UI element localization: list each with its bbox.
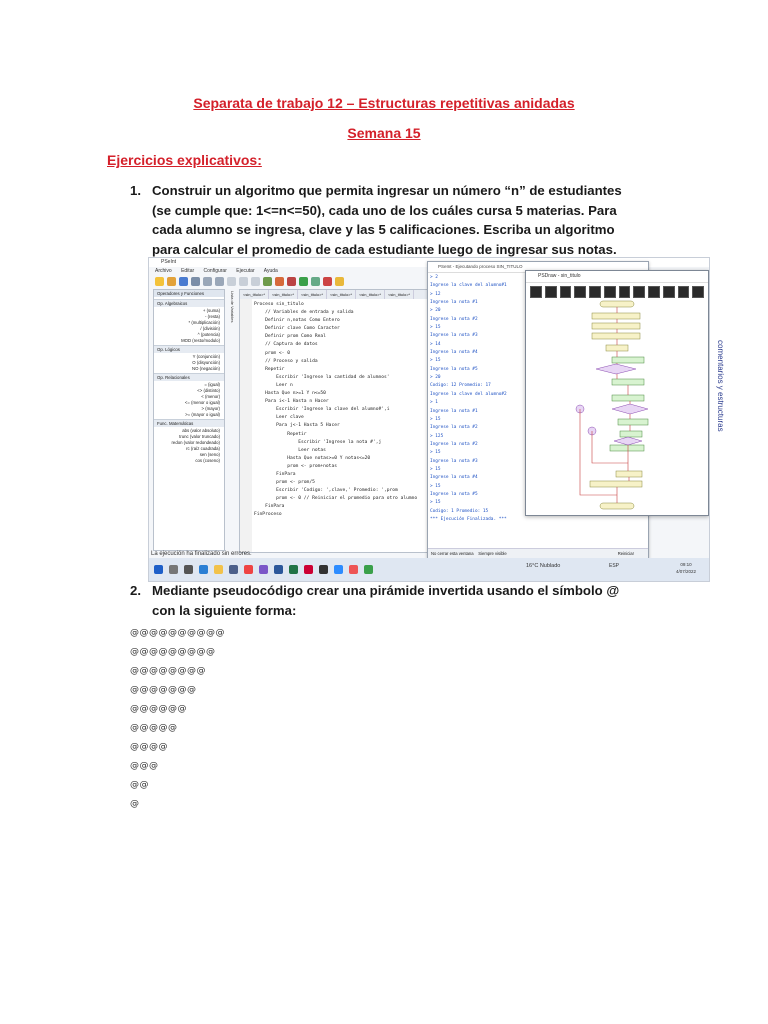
- psdraw-tool-icon[interactable]: [678, 286, 690, 298]
- flow-end: [600, 503, 634, 509]
- debug-icon[interactable]: [287, 277, 296, 286]
- op-item[interactable]: sen (seno): [199, 451, 220, 457]
- open-file-icon[interactable]: [167, 277, 176, 286]
- op-item[interactable]: redon (valor redondeado): [171, 439, 220, 445]
- op-item[interactable]: NO (negación): [192, 365, 220, 371]
- op-item[interactable]: Y (conjunción): [192, 353, 220, 359]
- folder-icon[interactable]: [214, 565, 223, 574]
- menu-editar[interactable]: Editar: [181, 268, 195, 274]
- psdraw-tool-icon[interactable]: [574, 286, 586, 298]
- flow-start: [600, 301, 634, 307]
- op-item[interactable]: = (igual): [204, 381, 220, 387]
- editor-tab[interactable]: <sin_titulo>*: [356, 290, 385, 299]
- op-item[interactable]: rc (raíz cuadrada): [186, 445, 220, 451]
- excel-icon[interactable]: [289, 565, 298, 574]
- psdraw-window: [525, 270, 709, 516]
- store-icon[interactable]: [229, 565, 238, 574]
- weather-widget[interactable]: 16°C Nublado: [526, 563, 561, 569]
- ops-group-relational[interactable]: Op. Relacionales: [154, 373, 224, 381]
- always-visible-checkbox[interactable]: Siempre visible: [478, 551, 507, 556]
- pyramid-row: @@@@@@@: [130, 685, 197, 695]
- pyramid-row: @@@@: [130, 742, 168, 752]
- copy-icon[interactable]: [239, 277, 248, 286]
- ide-title: PSeInt: [149, 258, 709, 267]
- line-gutter: [240, 299, 252, 552]
- new-file-icon[interactable]: [155, 277, 164, 286]
- restart-button[interactable]: Reiniciar: [617, 551, 634, 556]
- op-item[interactable]: <> (distinto): [197, 387, 220, 393]
- section-heading: Ejercicios explicativos:: [107, 152, 262, 168]
- psdraw-tool-icon[interactable]: [545, 286, 557, 298]
- psdraw-title: PSDraw - sin_titulo: [526, 271, 708, 283]
- language-indicator[interactable]: ESP: [609, 563, 620, 569]
- editor-tab[interactable]: <sin_titulo>*: [298, 290, 327, 299]
- windows-taskbar: [149, 558, 709, 581]
- ops-group-logical[interactable]: Op. Lógicos: [154, 345, 224, 353]
- zoom-icon[interactable]: [334, 565, 343, 574]
- chrome-icon[interactable]: [244, 565, 253, 574]
- op-item[interactable]: * (multiplicación): [188, 319, 220, 325]
- flow-define: [592, 333, 640, 339]
- cut-icon[interactable]: [227, 277, 236, 286]
- flow-output: [612, 379, 644, 385]
- op-item[interactable]: <= (menor o igual): [184, 399, 220, 405]
- psdraw-tool-icon[interactable]: [648, 286, 660, 298]
- ops-group-algebraic[interactable]: Op. Algebraicos: [154, 299, 224, 307]
- flow-input: [620, 431, 642, 437]
- psdraw-tool-icon[interactable]: [560, 286, 572, 298]
- task-view-icon[interactable]: [184, 565, 193, 574]
- pyramid-row: @@@: [130, 761, 159, 771]
- psdraw-tool-icon[interactable]: [619, 286, 631, 298]
- flow-decision: [614, 437, 642, 445]
- console-title: PSeInt - Ejecutando proceso SIN_TITULO: [428, 262, 648, 273]
- op-item[interactable]: >= (mayor o igual): [185, 411, 220, 417]
- pyramid-row: @@@@@@@@@@: [130, 628, 225, 638]
- psdraw-tool-icon[interactable]: [692, 286, 704, 298]
- operators-panel: [153, 289, 225, 551]
- op-item[interactable]: < (menor): [201, 393, 220, 399]
- psdraw-tool-icon[interactable]: [604, 286, 616, 298]
- psdraw-tool-icon[interactable]: [530, 286, 542, 298]
- op-item[interactable]: + (suma): [202, 307, 220, 313]
- flow-define: [592, 313, 640, 319]
- ops-group-math[interactable]: Func. Matemáticas: [154, 419, 224, 427]
- pyramid-row: @@@@@@: [130, 704, 187, 714]
- flow-define: [592, 323, 640, 329]
- document-title: Separata de trabajo 12 – Estructuras repetitivas anidadas: [193, 95, 575, 111]
- menu-ejecutar[interactable]: Ejecutar: [236, 268, 255, 274]
- editor-tab[interactable]: <sin_titulo>*: [327, 290, 356, 299]
- pyramid-row: @@@@@: [130, 723, 178, 733]
- exercise-text: Mediante pseudocódigo crear una pirámide invertida usando el símbolo @ con la siguiente forma:: [152, 583, 620, 618]
- variables-list-tab[interactable]: Lista de Variables: [230, 291, 235, 323]
- flow-output: [618, 419, 648, 425]
- search-icon[interactable]: [169, 565, 178, 574]
- op-item[interactable]: / (división): [200, 325, 220, 331]
- execution-status: La ejecución ha finalizado sin errores.: [151, 551, 252, 557]
- clock-date: 4/07/2022: [676, 569, 697, 574]
- step-icon[interactable]: [311, 277, 320, 286]
- flow-input: [612, 395, 644, 401]
- redo-icon[interactable]: [215, 277, 224, 286]
- psdraw-tool-icon[interactable]: [663, 286, 675, 298]
- menu-archivo[interactable]: Archivo: [155, 268, 172, 274]
- psdraw-tool-icon[interactable]: [633, 286, 645, 298]
- exercise-number: 1.: [130, 183, 141, 198]
- flow-assign: [610, 445, 644, 451]
- run-icon[interactable]: [299, 277, 308, 286]
- clock[interactable]: [676, 561, 696, 575]
- op-item[interactable]: ^ (potencia): [197, 331, 220, 337]
- flow-assign: [606, 345, 628, 351]
- menu-ayuda[interactable]: Ayuda: [263, 268, 278, 274]
- windows-start-icon[interactable]: [154, 565, 163, 574]
- pyramid-row: @@: [130, 780, 149, 790]
- word-icon[interactable]: [274, 565, 283, 574]
- flow-output: [612, 357, 644, 363]
- flow-output: [590, 481, 642, 487]
- op-item[interactable]: O (disyunción): [192, 359, 220, 365]
- editor-tab[interactable]: <sin_titulo>*: [269, 290, 298, 299]
- no-close-checkbox[interactable]: No cerrar esta ventana: [431, 551, 474, 556]
- flowchart-canvas: [530, 299, 702, 511]
- edge-icon[interactable]: [199, 565, 208, 574]
- flow-decision: [612, 404, 648, 414]
- app-icon[interactable]: [319, 565, 328, 574]
- op-item[interactable]: MOD (resto/modulo): [181, 337, 220, 343]
- pyramid-row: @@@@@@@@@: [130, 647, 216, 657]
- operators-panel-header: Operadores y Funciones: [154, 290, 224, 297]
- save-icon[interactable]: [179, 277, 188, 286]
- pseint-icon[interactable]: [349, 565, 358, 574]
- search-icon[interactable]: [275, 277, 284, 286]
- pseint-screenshot: [148, 257, 710, 582]
- help-icon[interactable]: [335, 277, 344, 286]
- menu-configurar[interactable]: Configurar: [203, 268, 227, 274]
- save-as-icon[interactable]: [191, 277, 200, 286]
- paste-icon[interactable]: [251, 277, 260, 286]
- op-item[interactable]: > (mayor): [201, 405, 220, 411]
- undo-icon[interactable]: [203, 277, 212, 286]
- diagram-icon[interactable]: [323, 277, 332, 286]
- document-subtitle: Semana 15: [347, 125, 421, 141]
- app-icon[interactable]: [304, 565, 313, 574]
- op-item[interactable]: - (resta): [204, 313, 220, 319]
- side-annotation: comentarios y estructuras: [716, 340, 725, 432]
- editor-tab[interactable]: <sin_titulo>*: [385, 290, 414, 299]
- editor-tab[interactable]: <sin_titulo>*: [240, 290, 269, 299]
- psdraw-tool-icon[interactable]: [589, 286, 601, 298]
- flow-decision: [596, 364, 636, 374]
- app-icon[interactable]: [259, 565, 268, 574]
- clock-time: 09:10: [680, 562, 692, 567]
- exercise-number: 2.: [130, 583, 141, 598]
- run-icon[interactable]: [364, 565, 373, 574]
- op-item[interactable]: abs (valor absoluto): [182, 427, 220, 433]
- flow-assign: [616, 471, 642, 477]
- op-item[interactable]: cos (coseno): [195, 457, 220, 463]
- console-footer: [428, 548, 648, 558]
- indent-icon[interactable]: [263, 277, 272, 286]
- op-item[interactable]: trunc (valor truncado): [179, 433, 220, 439]
- pyramid-row: @@@@@@@@: [130, 666, 206, 676]
- console-output: > 2 Ingrese la clave del alumno#1 > 12 Ingrese la nota #1 > 20 Ingrese la nota #2 > 15 Ingrese la nota #3 > 14 Ingrese la nota #4 > 15 Ingrese la nota #5 > 20 Codigo: 12 Promedio: 17 Ingrese la clave del alumno#2 > 1 Ingrese la nota #1 > 15 Ingrese la nota #2 > 125 Ingrese la nota #2 > 15 Ingrese la nota #3 > 15 Ingrese la nota #4 > 15 Ingrese la nota #5 > 15 Codigo: 1 Promedio: 15 *** Ejecución Finalizada. ***: [430, 275, 507, 522]
- pyramid-row: @: [130, 799, 140, 809]
- pseudocode-text[interactable]: Proceso sin_titulo // Variables de entrada y salida Definir n,notas Como Entero Definir clave Como Caracter Definir prom Como Real // Captura de datos prom <- 0 // Proceso y salida Repetir Escribir 'Ingrese la cantidad de alumnos' Leer n Hasta Que n>=1 Y n<=50 Para i<-1 Hasta n Hacer Escribir 'Ingrese la clave del alumno#',i Leer clave Para j<-1 Hasta 5 Hacer Repetir Escribir 'Ingrese la nota #',j Leer notas Hasta Que notas>=0 Y notas<=20 prom <- prom+notas FinPara prom <- prom/5 Escribir 'Codigo: ',clave,' Promedio: ',prom prom <- 0 // Reiniciar el promedio para otro alumno FinPara FinProceso: [254, 302, 418, 518]
- exercise-text: Construir un algoritmo que permita ingresar un número “n” de estudiantes (se cumple que: 1<=n<=50), cada uno de los cuáles cursa 5 materias. Para cada alumno se ingresa, clave y las 5 calificaciones. Escriba un algoritmo para calcular el promedio de cada estudiante luego de ingresar sus notas.: [152, 183, 622, 257]
